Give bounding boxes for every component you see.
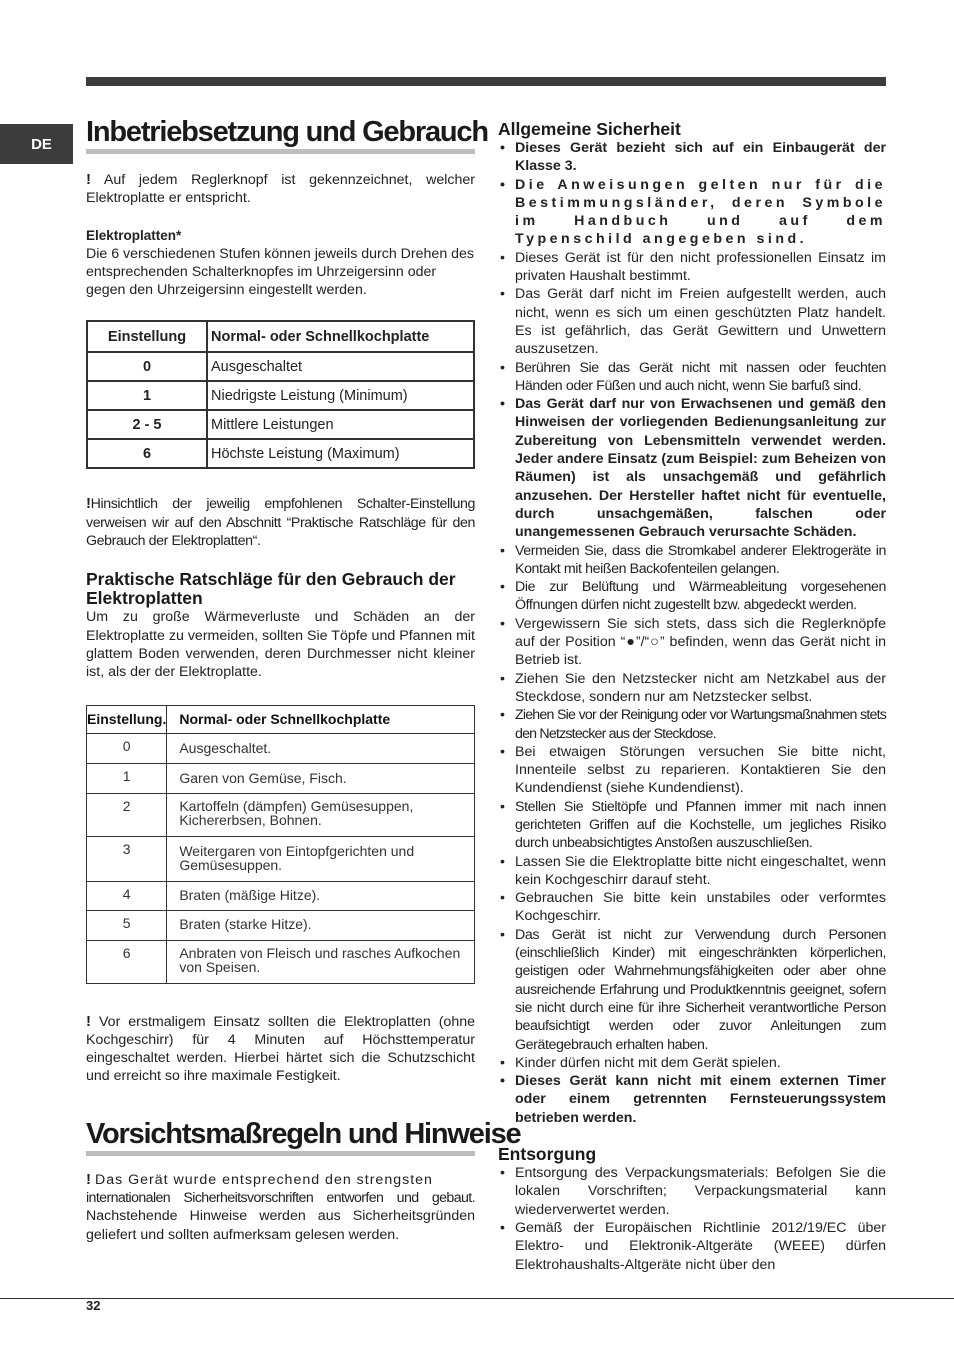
table-row	[87, 381, 474, 410]
table-header-cell: Einstellung	[87, 321, 207, 352]
section-title-precautions: Vorsichtsmaßregeln und Hinweise	[86, 1118, 475, 1156]
general-safety-heading: Allgemeine Sicherheit	[498, 119, 681, 139]
table-row	[87, 881, 475, 910]
table-cell: Höchste Leistung (Maximum)	[207, 439, 474, 468]
table-row	[87, 439, 474, 468]
note-first-use: ! Vor erstmaligem Einsatz sollten die Elektroplatten (ohne Kochgeschirr) für 4 Minuten auf Höchsttemperatur eingeschaltet werden. Hierbei härtet sich die Schutzschicht und erreicht so ihre maximale Festigkeit.	[86, 1012, 475, 1085]
table-row	[87, 940, 475, 983]
page-number: 32	[86, 1298, 101, 1313]
list-item: • Das Gerät ist nicht zur Verwendung durch Personen (einschließlich Kinder) mit eingeschränkten körperlichen, geistigen oder Wahrnehmungsfähigkeiten oder aber ohne ausreichende Erfahrung und Produktkenntnis geeignet, sofern sie nicht durch eine für ihre Sicherheit verantwortliche Person beaufsichtigt werden oder zuvor Anleitungen zum Gerätegebrauch erhalten haben.	[498, 926, 886, 1054]
table-cell: Anbraten von Fleisch und rasches Aufkochen von Speisen.	[167, 940, 475, 983]
table-cell: 2 - 5	[87, 410, 207, 439]
table-cell: 4	[87, 881, 167, 910]
table-cell: 2	[87, 793, 167, 836]
header-rule	[86, 77, 886, 86]
list-item: • Vergewissern Sie sich stets, dass sich die Reglerknöpfe auf der Position “●”/“○” befinden, wenn das Gerät nicht in Betrieb ist.	[498, 615, 886, 670]
right-column	[498, 120, 886, 1274]
list-item: • Lassen Sie die Elektroplatte bitte nicht eingeschaltet, wenn kein Kochgeschirr darauf steht.	[498, 853, 886, 890]
list-item: • Dieses Gerät bezieht sich auf ein Einbaugerät der Klasse 3.	[498, 139, 886, 176]
list-item: • Berühren Sie das Gerät nicht mit nassen oder feuchten Händen oder Füßen und auch nicht, wenn Sie barfuß sind.	[498, 359, 886, 396]
list-item: • Die zur Belüftung und Wärmeableitung vorgesehenen Öffnungen dürfen nicht zugestellt bzw. abgedeckt werden.	[498, 578, 886, 615]
table-cell: Niedrigste Leistung (Minimum)	[207, 381, 474, 410]
tips-text: Um zu große Wärmeverluste und Schäden an der Elektroplatte zu vermeiden, sollten Sie Töpfe und Pfannen mit glattem Boden verwenden, deren Durchmesser nicht kleiner ist, als der der Elektroplatte.	[86, 609, 475, 681]
intro-paragraph: ! Auf jedem Reglerknopf ist gekennzeichnet, welcher Elektroplatte er entspricht.	[86, 171, 475, 207]
list-item: • Kinder dürfen nicht mit dem Gerät spielen.	[498, 1054, 886, 1072]
section-title-operation: Inbetriebsetzung und Gebrauch	[86, 116, 475, 154]
table-cell: 5	[87, 910, 167, 940]
list-item: • Ziehen Sie vor der Reinigung oder vor Wartungsmaßnahmen stets den Netzstecker aus der Steckdose.	[498, 706, 886, 743]
table-cell: 0	[87, 352, 207, 381]
list-item: • Entsorgung des Verpackungsmaterials: Befolgen Sie die lokalen Vorschriften; Verpackungsmaterial kann wiederverwertet werden.	[498, 1164, 886, 1219]
list-item: • Gemäß der Europäischen Richtlinie 2012/19/EC über Elektro- und Elektronik-Altgeräte (WEEE) dürfen Elektrohaushalts-Altgeräte nicht über den	[498, 1219, 886, 1274]
list-item: • Dieses Gerät kann nicht mit einem externen Timer oder einem getrennten Fernsteuerungssystem betrieben werden.	[498, 1072, 886, 1127]
table-header-cell: Normal- oder Schnellkochplatte	[207, 321, 474, 352]
list-item: • Dieses Gerät ist für den nicht professionellen Einsatz im privaten Haushalt bestimmt.	[498, 249, 886, 286]
table-cell: Braten (starke Hitze).	[167, 910, 475, 940]
left-column	[86, 116, 521, 1244]
footer-rule	[0, 1298, 954, 1299]
settings-table	[86, 320, 475, 469]
precautions-intro: ! Das Gerät wurde entsprechend den strengsten internationalen Sicherheitsvorschriften entworfen und gebaut. Nachstehende Hinweise werden aus Sicherheitsgründen geliefert und sollten aufmerksam gelesen werden.	[86, 1170, 475, 1243]
disposal-list	[498, 1164, 886, 1274]
table-cell: Mittlere Leistungen	[207, 410, 474, 439]
list-item: • Die Anweisungen gelten nur für die Bestimmungsländer, deren Symbole im Handbuch und auf dem Typenschild angegeben sind.	[498, 176, 886, 249]
hotplates-heading: Elektroplatten*	[86, 227, 182, 243]
list-item: • Das Gerät darf nicht im Freien aufgestellt werden, auch nicht, wenn es sich um einen geschützten Platz handelt. Es ist gefährlich, das Gerät Gewittern und Unwettern auszusetzen.	[498, 285, 886, 358]
table-cell: 6	[87, 439, 207, 468]
table-cell: 6	[87, 940, 167, 983]
table-header-row	[87, 321, 474, 352]
tips-heading: Praktische Ratschläge für den Gebrauch der Elektroplatten	[86, 569, 456, 609]
table-row	[87, 763, 475, 793]
table-cell: Kartoffeln (dämpfen) Gemüsesuppen, Kichererbsen, Bohnen.	[167, 793, 475, 836]
table-cell: Ausgeschaltet.	[167, 733, 475, 763]
table-header-row	[87, 705, 475, 733]
list-item: • Das Gerät darf nur von Erwachsenen und gemäß den Hinweisen der vorliegenden Bedienungsanleitung zur Zubereitung von Lebensmitteln verwendet werden. Jeder andere Einsatz (zum Beispiel: zum Beheizen von Räumen) ist als unsachgemäß und gefährlich anzusehen. Der Hersteller haftet nicht für eventuelle, durch unsachgemäßen, falschen oder unangemessenen Gebrauch verursachte Schäden.	[498, 395, 886, 541]
language-tab: DE	[0, 124, 73, 164]
table-row	[87, 793, 475, 836]
table-row	[87, 410, 474, 439]
table-header-cell: Normal- oder Schnellkochplatte	[167, 705, 475, 733]
table-cell: 0	[87, 733, 167, 763]
table-row	[87, 733, 475, 763]
list-item: • Gebrauchen Sie bitte kein unstabiles oder verformtes Kochgeschirr.	[498, 889, 886, 926]
table-cell: 1	[87, 763, 167, 793]
table-row	[87, 836, 475, 881]
table-row	[87, 910, 475, 940]
table-cell: 3	[87, 836, 167, 881]
list-item: • Bei etwaigen Störungen versuchen Sie bitte nicht, Innenteile selbst zu reparieren. Kontaktieren Sie den Kundendienst (siehe Kundendienst).	[498, 743, 886, 798]
table-cell: Weitergaren von Eintopfgerichten und Gemüsesuppen.	[167, 836, 475, 881]
hotplates-text: Die 6 verschiedenen Stufen können jeweils durch Drehen des entsprechenden Schalterknopfes im Uhrzeigersinn oder gegen den Uhrzeigersinn eingestellt werden.	[86, 245, 475, 299]
list-item: • Vermeiden Sie, dass die Stromkabel anderer Elektrogeräte in Kontakt mit heißen Backofenteilen gelangen.	[498, 542, 886, 579]
safety-list	[498, 139, 886, 1127]
table-cell: 1	[87, 381, 207, 410]
table-cell: Garen von Gemüse, Fisch.	[167, 763, 475, 793]
table-cell: Ausgeschaltet	[207, 352, 474, 381]
list-item: • Ziehen Sie den Netzstecker nicht am Netzkabel aus der Steckdose, sondern nur am Netzstecker selbst.	[498, 670, 886, 707]
table-cell: Braten (mäßige Hitze).	[167, 881, 475, 910]
list-item: • Stellen Sie Stieltöpfe und Pfannen immer mit nach innen gerichteten Griffen auf die Kochstelle, um jegliches Risiko durch unbeabsichtigtes Anstoßen auszuschließen.	[498, 798, 886, 853]
cooking-guide-table	[86, 705, 475, 984]
note-settings: !Hinsichtlich der jeweilig empfohlenen Schalter-Einstellung verweisen wir auf den Abschnitt “Praktische Ratschläge für den Gebrauch der Elektroplatten“.	[86, 495, 475, 550]
disposal-heading: Entsorgung	[498, 1144, 597, 1165]
table-header-cell: Einstellung.	[87, 705, 167, 733]
table-row	[87, 352, 474, 381]
